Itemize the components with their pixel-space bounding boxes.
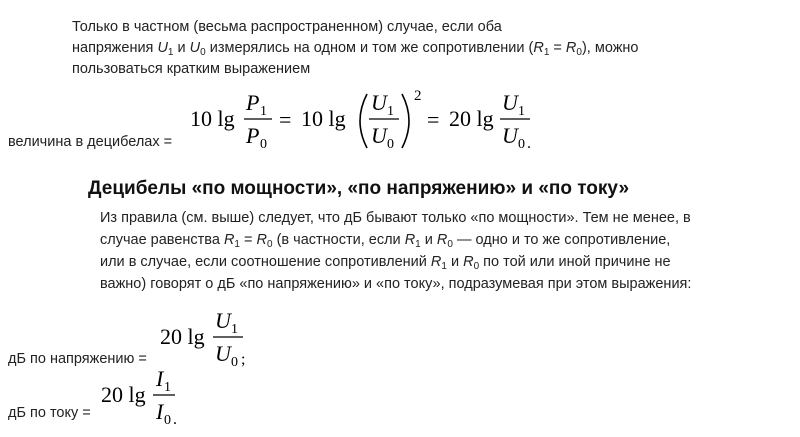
equals-sign: =	[427, 107, 440, 132]
frac-num: U	[215, 308, 231, 333]
frac-num: I	[156, 366, 164, 391]
intro-text: напряжения	[72, 40, 158, 56]
frac-u0b-den-sub: 0	[518, 137, 525, 152]
frac-p0-den: P	[246, 123, 260, 148]
frac-u0-den: U	[371, 123, 387, 148]
period: .	[173, 411, 177, 428]
frac-num-sub: 1	[231, 322, 238, 337]
var-r: R	[436, 232, 448, 248]
var-r: R	[223, 232, 235, 248]
var-r: R	[565, 40, 577, 56]
subscript: 1	[167, 47, 174, 58]
frac-den: I	[156, 399, 164, 424]
subscript: 0	[267, 239, 273, 250]
para-line-4-text: важно) говорят о дБ «по напряжению» и «по току», подразумевая при этом выражения:	[100, 276, 692, 292]
formula-main-label: величина в децибелах =	[8, 134, 173, 150]
para-text: (в частности, если	[272, 232, 405, 248]
formula-voltage-label: дБ по напряжению =	[8, 351, 147, 367]
subscript: 0	[473, 261, 480, 272]
subscript: 1	[234, 239, 240, 250]
formula-coef: 20 lg	[101, 382, 146, 407]
formula-main	[190, 86, 540, 161]
exponent: 2	[414, 88, 422, 104]
formula-current-svg	[101, 362, 201, 432]
intro-line-1	[72, 17, 502, 38]
formula-current	[101, 362, 201, 437]
frac-den-sub: 0	[164, 413, 171, 428]
frac-u1b-num: U	[502, 90, 518, 115]
right-paren	[402, 94, 409, 148]
frac-u1-num-sub: 1	[387, 104, 394, 119]
para-line-1-text: Из правила (см. выше) следует, что дБ бывают только «по мощности». Тем не менее, в	[100, 210, 691, 226]
subscript: 1	[441, 261, 447, 272]
para-line-3	[100, 252, 671, 273]
intro-text: ), можно	[581, 40, 639, 56]
intro-text: и	[173, 40, 190, 56]
intro-line-2	[72, 38, 639, 59]
formula-coef-1: 10 lg	[190, 106, 235, 131]
formula-main-svg	[190, 86, 540, 156]
frac-den: U	[215, 341, 231, 366]
frac-p0-den-sub: 0	[260, 137, 267, 152]
para-text: и	[420, 232, 437, 248]
intro-line-3-text: пользоваться кратким выражением	[72, 61, 311, 77]
var-r: R	[463, 254, 474, 270]
left-paren	[360, 94, 367, 148]
semicolon: ;	[241, 351, 246, 368]
subscript: 1	[415, 239, 421, 250]
para-text: и	[446, 254, 464, 270]
var-u: U	[189, 40, 201, 56]
var-r: R	[404, 232, 416, 248]
var-r: R	[533, 40, 544, 56]
var-r: R	[430, 254, 442, 270]
intro-line-3	[72, 59, 310, 80]
intro-line-1-text: Только в частном (весьма распространенном) случае, если оба	[72, 19, 502, 35]
frac-u1-num: U	[371, 90, 387, 115]
frac-p1-num: P	[246, 90, 260, 115]
para-text: или в случае, если соотношение сопротивлений	[100, 254, 431, 270]
para-text: случае равенства	[100, 232, 224, 248]
subscript: 0	[576, 47, 582, 58]
formula-current-label: дБ по току =	[8, 405, 91, 421]
para-text: =	[239, 232, 257, 248]
subscript: 0	[447, 239, 453, 250]
subscript: 1	[543, 47, 550, 58]
para-text: — одно и то же сопротивление,	[452, 232, 671, 248]
period: .	[527, 135, 531, 152]
formula-coef-2: 10 lg	[301, 106, 346, 131]
frac-den-sub: 0	[231, 355, 238, 370]
var-r: R	[256, 232, 267, 248]
para-text: по той или иной причине не	[479, 254, 671, 270]
formula-coef-3: 20 lg	[449, 106, 494, 131]
equals-sign: =	[279, 107, 292, 132]
para-line-4	[100, 274, 691, 295]
formula-coef: 20 lg	[160, 324, 205, 349]
var-u: U	[157, 40, 168, 56]
intro-text: =	[549, 40, 566, 56]
para-line-1	[100, 208, 691, 229]
para-line-2	[100, 230, 670, 251]
frac-p1-num-sub: 1	[260, 104, 267, 119]
intro-text: измерялись на одном и том же сопротивлении (	[205, 40, 534, 56]
subscript: 0	[200, 47, 206, 58]
frac-u0b-den: U	[502, 123, 518, 148]
section-heading: Децибелы «по мощности», «по напряжению» и «по току»	[88, 178, 630, 199]
frac-u1b-num-sub: 1	[518, 104, 525, 119]
frac-num-sub: 1	[164, 380, 171, 395]
frac-u0-den-sub: 0	[387, 137, 394, 152]
